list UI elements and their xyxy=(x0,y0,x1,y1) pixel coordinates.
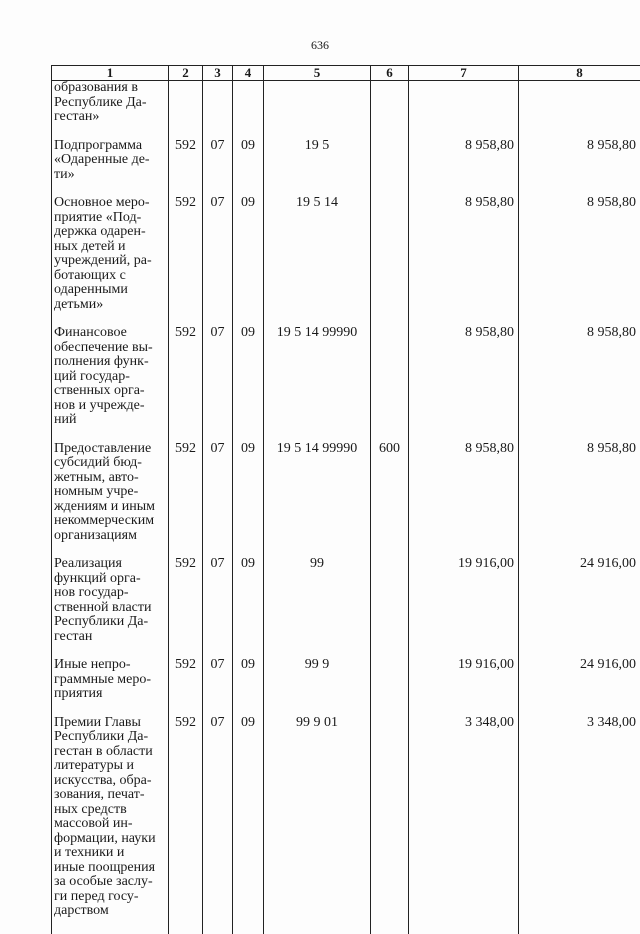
cell-amount-1: 8 958,80 xyxy=(409,312,519,428)
header-cell-8: 8 xyxy=(519,66,640,81)
cell-subsection: 09 xyxy=(233,428,264,544)
cell-ministry: 592 xyxy=(169,428,203,544)
cell-expense-type xyxy=(371,543,409,644)
budget-table xyxy=(51,65,640,934)
row-name: Иные непро- граммные меро- приятия xyxy=(52,644,169,702)
cell-amount-1: 8 958,80 xyxy=(409,428,519,544)
table-row xyxy=(52,428,640,544)
cell-subsection: 09 xyxy=(233,312,264,428)
table-row xyxy=(52,644,640,702)
cell-amount-1: 19 916,00 xyxy=(409,543,519,644)
cell-ministry xyxy=(169,81,203,125)
row-name: Премии Главы Республики Да- гестан в области литературы и искусства, обра- зования, печат- ных средств массовой ин- формации, науки и техники и иные поощрения за особые заслу- ги перед госу- дарством xyxy=(52,702,169,934)
header-row xyxy=(52,66,640,81)
page-number: 636 xyxy=(0,38,640,53)
row-name: Основное меро- приятие «Под- держка одарен- ных детей и учреждений, ра- ботающих с одаренными детьми» xyxy=(52,182,169,312)
cell-expense-type xyxy=(371,182,409,312)
cell-amount-2 xyxy=(519,81,640,125)
cell-section: 07 xyxy=(203,702,233,934)
cell-target-article: 99 9 xyxy=(264,644,371,702)
table-row xyxy=(52,312,640,428)
cell-amount-1: 8 958,80 xyxy=(409,182,519,312)
cell-target-article: 19 5 xyxy=(264,125,371,183)
cell-amount-1: 19 916,00 xyxy=(409,644,519,702)
cell-amount-1 xyxy=(409,81,519,125)
table-row xyxy=(52,702,640,934)
cell-target-article: 19 5 14 99990 xyxy=(264,428,371,544)
cell-amount-2: 3 348,00 xyxy=(519,702,640,934)
cell-section: 07 xyxy=(203,428,233,544)
cell-subsection: 09 xyxy=(233,543,264,644)
cell-subsection xyxy=(233,81,264,125)
cell-target-article: 99 9 01 xyxy=(264,702,371,934)
cell-section xyxy=(203,81,233,125)
cell-amount-2: 24 916,00 xyxy=(519,644,640,702)
cell-amount-2: 24 916,00 xyxy=(519,543,640,644)
header-cell-1: 1 xyxy=(52,66,169,81)
cell-section: 07 xyxy=(203,125,233,183)
cell-section: 07 xyxy=(203,644,233,702)
cell-amount-2: 8 958,80 xyxy=(519,182,640,312)
row-name: Подпрограмма «Одаренные де- ти» xyxy=(52,125,169,183)
header-cell-2: 2 xyxy=(169,66,203,81)
cell-amount-2: 8 958,80 xyxy=(519,428,640,544)
cell-ministry: 592 xyxy=(169,312,203,428)
cell-ministry: 592 xyxy=(169,182,203,312)
cell-ministry: 592 xyxy=(169,543,203,644)
cell-section: 07 xyxy=(203,543,233,644)
cell-expense-type xyxy=(371,312,409,428)
row-name: Предоставление субсидий бюд- жетным, авто- номным учре- ждениям и иным некоммерческим организациям xyxy=(52,428,169,544)
cell-expense-type xyxy=(371,644,409,702)
cell-amount-1: 3 348,00 xyxy=(409,702,519,934)
cell-target-article xyxy=(264,81,371,125)
cell-subsection: 09 xyxy=(233,702,264,934)
cell-expense-type xyxy=(371,125,409,183)
cell-ministry: 592 xyxy=(169,702,203,934)
cell-expense-type: 600 xyxy=(371,428,409,544)
table-row xyxy=(52,543,640,644)
header-cell-3: 3 xyxy=(203,66,233,81)
cell-target-article: 19 5 14 99990 xyxy=(264,312,371,428)
header-cell-6: 6 xyxy=(371,66,409,81)
cell-amount-2: 8 958,80 xyxy=(519,312,640,428)
cell-subsection: 09 xyxy=(233,644,264,702)
cell-section: 07 xyxy=(203,312,233,428)
table-row xyxy=(52,182,640,312)
cell-subsection: 09 xyxy=(233,182,264,312)
cell-target-article: 19 5 14 xyxy=(264,182,371,312)
table-row xyxy=(52,125,640,183)
row-name: Финансовое обеспечение вы- полнения функ- ций государ- ственных орга- нов и учрежде- ний xyxy=(52,312,169,428)
cell-target-article: 99 xyxy=(264,543,371,644)
row-name: Реализация функций орга- нов государ- ственной власти Республики Да- гестан xyxy=(52,543,169,644)
cell-subsection: 09 xyxy=(233,125,264,183)
cell-ministry: 592 xyxy=(169,644,203,702)
header-cell-4: 4 xyxy=(233,66,264,81)
header-cell-5: 5 xyxy=(264,66,371,81)
cell-amount-2: 8 958,80 xyxy=(519,125,640,183)
cell-expense-type xyxy=(371,81,409,125)
table-row xyxy=(52,81,640,125)
row-name: образования в Республике Да- гестан» xyxy=(52,81,169,125)
cell-expense-type xyxy=(371,702,409,934)
cell-ministry: 592 xyxy=(169,125,203,183)
cell-amount-1: 8 958,80 xyxy=(409,125,519,183)
cell-section: 07 xyxy=(203,182,233,312)
header-cell-7: 7 xyxy=(409,66,519,81)
